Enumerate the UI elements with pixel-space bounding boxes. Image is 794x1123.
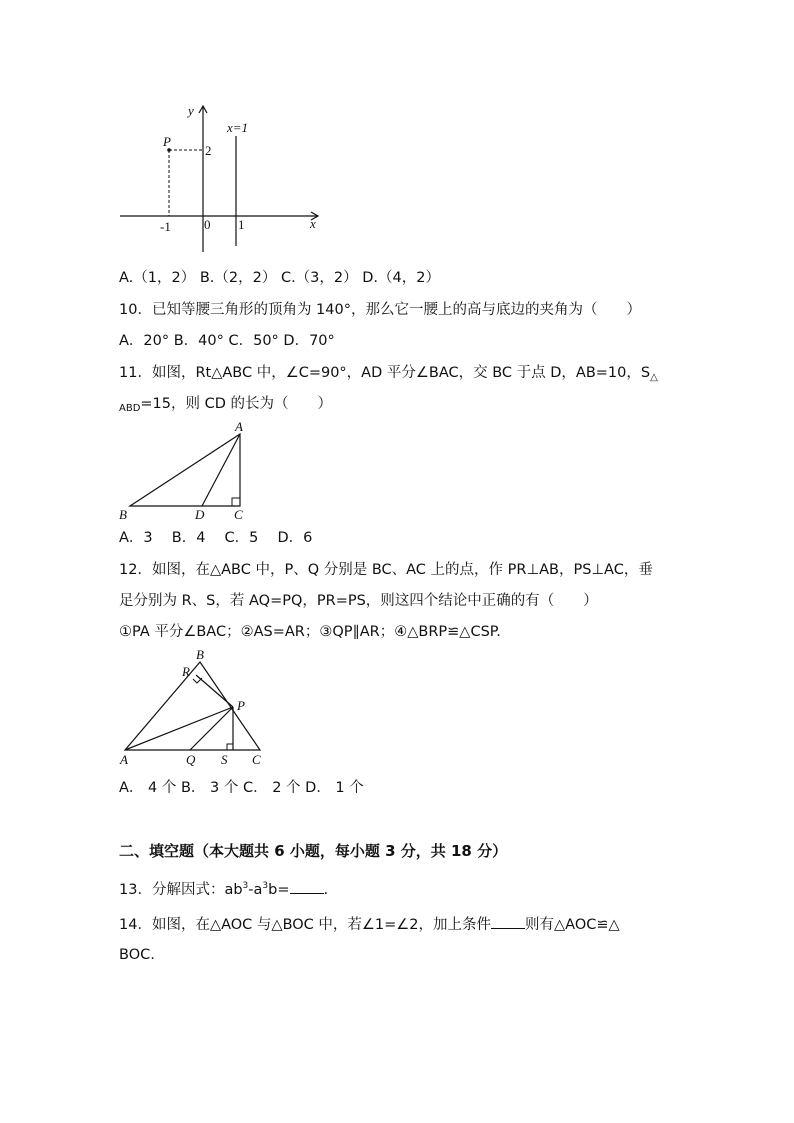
triangle-abc bbox=[130, 434, 240, 506]
label-d: D bbox=[195, 507, 205, 522]
segment-pr bbox=[196, 675, 233, 707]
label-c: C bbox=[252, 752, 261, 767]
right-angle-mark-s bbox=[227, 744, 233, 750]
label-2: 2 bbox=[205, 143, 212, 158]
q13-stem bbox=[119, 876, 328, 900]
q11-options: A．3 B．4 C．5 D．6 bbox=[119, 530, 313, 546]
q11-stem-part1: 11．如图，Rt△ABC 中，∠C=90°，AD 平分∠BAC，交 BC 于点 D，AB=10，S bbox=[119, 365, 651, 381]
label-1: 1 bbox=[238, 217, 245, 232]
q13-sup1: 3 bbox=[242, 881, 249, 891]
q12-stem-line2: 足分别为 R、S，若 AQ=PQ，PR=PS，则这四个结论中正确的有（ ） bbox=[119, 593, 598, 609]
q11-stem-sub2: ABD bbox=[119, 403, 141, 414]
q11-stem-line1 bbox=[119, 363, 658, 388]
label-x-equals-1: x=1 bbox=[227, 120, 249, 135]
q10-options: A．20° B．40° C．50° D．70° bbox=[119, 333, 335, 349]
q11-stem-part2: =15，则 CD 的长为（ ） bbox=[140, 396, 333, 412]
q13-sup2: 3 bbox=[262, 881, 269, 891]
right-angle-mark-r bbox=[193, 678, 202, 683]
label-c: C bbox=[234, 507, 243, 522]
q9-options: A.（1，2） B.（2，2） C.（3，2） D.（4，2） bbox=[119, 270, 440, 286]
right-angle-mark-c bbox=[232, 498, 240, 506]
q13-mid: -a bbox=[248, 882, 263, 898]
label-b: B bbox=[196, 647, 204, 662]
segment-pa bbox=[125, 707, 233, 750]
q13-answer-blank[interactable] bbox=[290, 879, 324, 894]
q10-stem: 10．已知等腰三角形的顶角为 140°，那么它一腰上的高与底边的夹角为（ ） bbox=[119, 302, 641, 318]
triangle-abc-figure bbox=[116, 418, 256, 526]
q14-stem-line2: BOC. bbox=[119, 947, 155, 963]
q12-options: A． 4 个 B． 3 个 C． 2 个 D． 1 个 bbox=[119, 780, 364, 796]
label-p: P bbox=[163, 134, 171, 149]
coordinate-figure bbox=[118, 100, 328, 256]
label-s: S bbox=[221, 752, 228, 767]
q12-stem-line1: 12．如图，在△ABC 中，P、Q 分别是 BC、AC 上的点，作 PR⊥AB，PS⊥AC，垂 bbox=[119, 562, 653, 578]
label-a: A bbox=[120, 752, 128, 767]
label-b: B bbox=[119, 507, 127, 522]
q13-post: b= bbox=[268, 882, 290, 898]
label-neg1: -1 bbox=[160, 219, 171, 234]
segment-ad bbox=[202, 434, 240, 506]
q11-stem-sub1: △ bbox=[650, 372, 658, 383]
q12-stem-line3: ①PA 平分∠BAC；②AS=AR；③QP∥AR；④△BRP≌△CSP. bbox=[119, 624, 501, 640]
triangle-pqrs-figure bbox=[116, 645, 276, 771]
label-r: R bbox=[182, 664, 190, 679]
label-0: 0 bbox=[204, 217, 211, 232]
section-2-heading: 二、填空题（本大题共 6 小题，每小题 3 分，共 18 分） bbox=[119, 842, 508, 860]
label-a: A bbox=[235, 419, 243, 434]
q11-stem-line2 bbox=[119, 394, 332, 419]
label-y: y bbox=[188, 103, 194, 118]
label-p: P bbox=[237, 698, 245, 713]
q14-line1-pre: 14．如图，在△AOC 与△BOC 中，若∠1=∠2，加上条件 bbox=[119, 917, 492, 933]
q14-line1-post: 则有△AOC≌△ bbox=[525, 917, 620, 933]
label-q: Q bbox=[186, 752, 196, 767]
q14-answer-blank[interactable] bbox=[491, 914, 525, 929]
q13-pre: 13．分解因式：ab bbox=[119, 882, 243, 898]
q14-stem-line1 bbox=[119, 914, 620, 935]
q13-end: . bbox=[323, 882, 329, 898]
label-x: x bbox=[310, 216, 316, 231]
